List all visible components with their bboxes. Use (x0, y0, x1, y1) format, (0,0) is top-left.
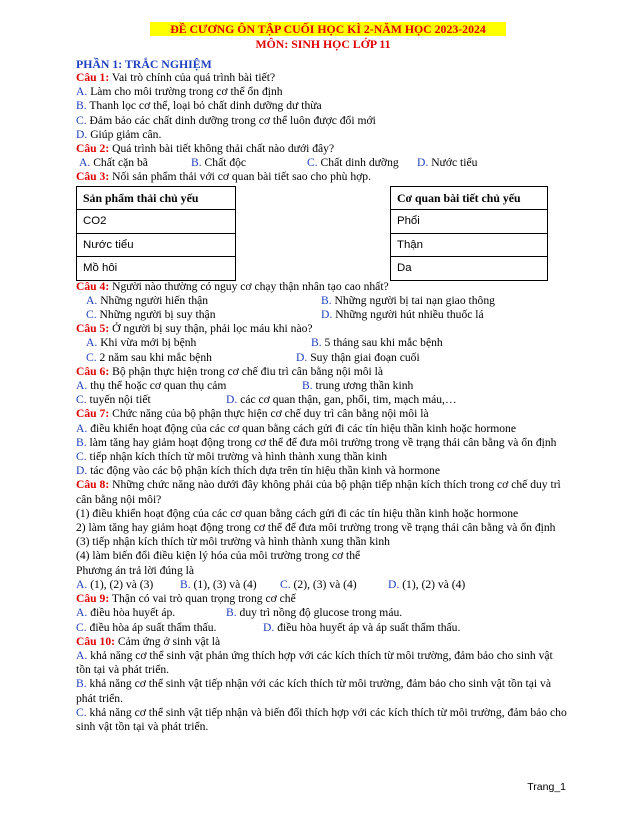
q8-option-c: C. (2), (3) và (4) (280, 577, 357, 591)
q10-option-c: C. khả năng cơ thể sinh vật tiếp nhận và biến đổi thích hợp với các kích thích từ môi trường, đảm bảo cho sinh vật tồn tại và phát triển. (76, 705, 567, 733)
question-3: Câu 3: Nối sản phẩm thải với cơ quan bài tiết sao cho phù hợp. (76, 170, 371, 184)
q4-option-c: C. Những người bị suy thận (86, 308, 216, 322)
q8-options (76, 578, 570, 592)
organ-item: Phổi (391, 210, 548, 234)
q7-option-a: A. điều khiển hoạt động của các cơ quan bằng cách gửi đi các tín hiệu thần kinh hoặc hormone (76, 421, 516, 435)
document-title: ĐỀ CƯƠNG ÔN TẬP CUỐI HỌC KÌ 2-NĂM HỌC 2023-2024 (150, 22, 506, 36)
q6-option-b: B. trung ương thần kinh (302, 379, 414, 393)
q6-option-c: C. tuyến nội tiết (76, 393, 151, 407)
q8-statement-3: (3) tiếp nhận kích thích từ môi trường và hình thành xung thần kinh (76, 535, 390, 549)
q5-option-c: C. 2 năm sau khi mắc bệnh (86, 350, 212, 364)
part-heading: PHẦN 1: TRẮC NGHIỆM (76, 57, 212, 71)
q8-statement-4: (4) làm biến đổi điều kiện lý hóa của môi trường trong cơ thể (76, 549, 361, 563)
waste-header: Sản phẩm thải chủ yếu (77, 186, 236, 210)
q5-option-d: D. Suy thận giai đoạn cuối (296, 350, 420, 364)
q1-option-a: A. Làm cho môi trường trong cơ thể ổn định (76, 85, 283, 99)
waste-item: Nước tiểu (77, 233, 236, 257)
q8-prompt: Phương án trả lời đúng là (76, 563, 195, 577)
q9-option-c: C. điều hòa áp suất thẩm thấu. (76, 620, 217, 634)
q1-option-d: D. Giúp giảm cân. (76, 127, 162, 141)
q1-option-c: C. Đảm bảo các chất dinh dưỡng trong cơ thể luôn được đổi mới (76, 113, 376, 127)
question-5: Câu 5: Ở người bị suy thận, phải lọc máu khi nào? (76, 322, 313, 336)
organ-item: Thận (391, 233, 548, 257)
q2-option-c: C. Chất dinh dưỡng (307, 156, 399, 170)
q9-option-d: D. điều hòa huyết áp và áp suất thẩm thấu. (263, 620, 461, 634)
organ-header: Cơ quan bài tiết chủ yếu (391, 186, 548, 210)
q10-option-a: A. khả năng cơ thể sinh vật phản ứng thích hợp với các kích thích từ môi trường, đảm bảo cho sinh vật tồn tại và phát triển. (76, 648, 553, 677)
question-10: Câu 10: Cảm ứng ở sinh vật là (76, 634, 221, 648)
q5-option-b: B. 5 tháng sau khi mắc bệnh (311, 336, 443, 350)
q7-option-d: D. tác động vào các bộ phận kích thích dựa trên tín hiệu thần kinh và hormone (76, 464, 440, 478)
question-1: Câu 1: Vai trò chính của quá trình bài tiết? (76, 71, 276, 84)
q6-option-d: D. các cơ quan thận, gan, phổi, tim, mạch máu,… (226, 393, 457, 407)
q2-options (76, 156, 570, 170)
question-2: Câu 2: Quá trình bài tiết không thải chất nào dưới đây? (76, 142, 335, 156)
question-8: Câu 8: Những chức năng nào dưới đây không phải của bộ phận tiếp nhận kích thích trong cơ chế duy trì cân bằng nội môi? (76, 478, 561, 506)
question-6: Câu 6: Bộ phận thực hiện trong cơ chế điu trì cân bằng nội môi là (76, 364, 384, 378)
q10-option-b: B. khả năng cơ thể sinh vật tiếp nhận với các kích thích từ môi trường, đảm bảo cho sinh vật tồn tại và phát triển. (76, 677, 551, 705)
question-4: Câu 4: Người nào thường có nguy cơ chạy thận nhân tạo cao nhất? (76, 279, 389, 293)
excretory-organs-table (390, 186, 548, 281)
q9-option-a: A. điều hòa huyết áp. (76, 606, 176, 620)
q4-option-d: D. Những người hút nhiều thuốc lá (321, 308, 484, 322)
q1-option-b: B. Thanh lọc cơ thể, loại bỏ chất dinh dưỡng dư thừa (76, 99, 322, 113)
subject-title: MÔN: SINH HỌC LỚP 11 (255, 37, 391, 51)
q7-option-b: B. làm tăng hay giảm hoạt động trong cơ thể để đưa môi trường trong về trạng thái cân bằng và ổn định (76, 435, 557, 449)
matching-table (76, 186, 570, 278)
waste-products-table (76, 186, 236, 281)
question-9: Câu 9: Thận có vai trò quan trọng trong cơ chế (76, 592, 296, 606)
q2-option-b: B. Chất độc (191, 156, 247, 170)
question-7: Câu 7: Chức năng của bộ phận thực hiện cơ chế duy trì cân bằng nội môi là (76, 407, 429, 421)
q6-option-a: A. thụ thể hoặc cơ quan thụ cảm (76, 379, 227, 393)
q4-option-a: A. Những người hiến thận (86, 293, 209, 307)
q8-option-b: B. (1), (3) và (4) (180, 577, 257, 591)
q2-option-d: D. Nước tiểu (417, 156, 478, 170)
q8-option-a: A. (1), (2) và (3) (76, 577, 154, 591)
q8-option-d: D. (1), (2) và (4) (388, 577, 466, 591)
waste-item: Mồ hôi (77, 257, 236, 281)
q2-option-a: A. Chất cặn bã (79, 156, 148, 170)
document-page (76, 22, 570, 734)
waste-item: CO2 (77, 210, 236, 234)
page-number: Trang_1 (527, 781, 566, 793)
q5-option-a: A. Khi vừa mới bị bệnh (86, 336, 197, 350)
q4-option-b: B. Những người bị tai nạn giao thông (321, 293, 495, 307)
organ-item: Da (391, 257, 548, 281)
q9-option-b: B. duy trì nồng độ glucose trong máu. (226, 606, 403, 620)
q8-statement-2: 2) làm tăng hay giảm hoạt động trong cơ thể để đưa môi trường trong về trạng thái cân bằng và ổn định (76, 521, 556, 535)
q7-option-c: C. tiếp nhận kích thích từ môi trường và hình thành xung thần kinh (76, 450, 388, 464)
q8-statement-1: (1) điều khiển hoạt động của các cơ quan bằng cách gửi đi các tín hiệu thần kinh hoặc hormone (76, 506, 519, 520)
